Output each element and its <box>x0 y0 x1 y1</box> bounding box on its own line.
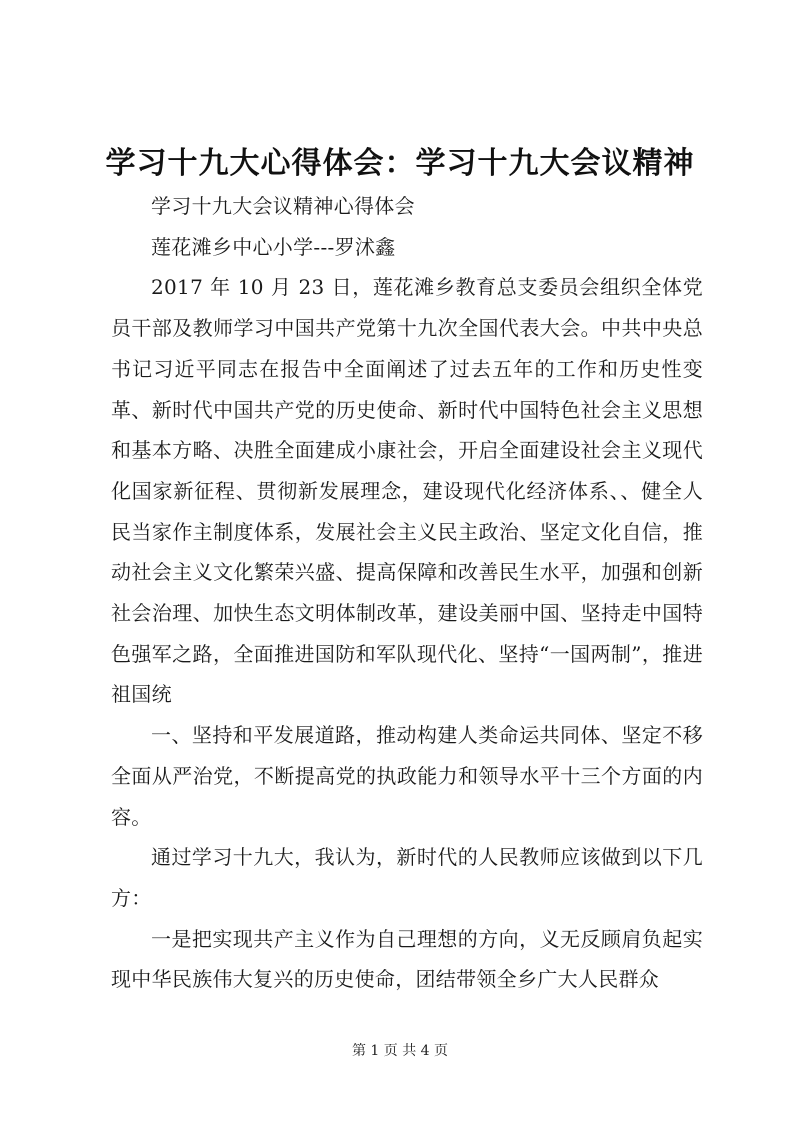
author-line: 莲花滩乡中心小学---罗沭鑫 <box>151 234 396 259</box>
paragraph: 通过学习十九大，我认为，新时代的人民教师应该做到以下几方： <box>111 845 703 910</box>
paragraph: 一、坚持和平发展道路，推动构建人类命运共同体、坚定不移全面从严治党，不断提高党的执政能力和领导水平十三个方面的内容。 <box>111 723 703 829</box>
paragraph: 一是把实现共产主义作为自己理想的方向，义无反顾肩负起实现中华民族伟大复兴的历史使命，团结带领全乡广大人民群众 <box>111 926 703 992</box>
document-title: 学习十九大心得体会：学习十九大会议精神 <box>105 146 695 181</box>
document-body <box>111 186 703 1000</box>
paragraph: 2017 年 10 月 23 日，莲花滩乡教育总支委员会组织全体党员干部及教师学习中国共产党第十九次全国代表大会。中共中央总书记习近平同志在报告中全面阐述了过去五年的工作和历史性变革、新时代中国共产党的历史使命、新时代中国特色社会主义思想和基本方略、决胜全面建成小康社会，开启全面建设社会主义现代化国家新征程、贯彻新发展理念，建设现代化经济体系、、健全人民当家作主制度体系，发展社会主义民主政治、坚定文化自信，推动社会主义文化繁荣兴盛、提高保障和改善民生水平，加强和创新社会治理、加快生态文明体制改革，建设美丽中国、坚持走中国特色强军之路，全面推进国防和军队现代化、坚持“一国两制”，推进祖国统 <box>111 275 703 707</box>
page-number: 第 1 页 共 4 页 <box>351 1043 449 1059</box>
subtitle: 学习十九大会议精神心得体会 <box>151 194 415 218</box>
